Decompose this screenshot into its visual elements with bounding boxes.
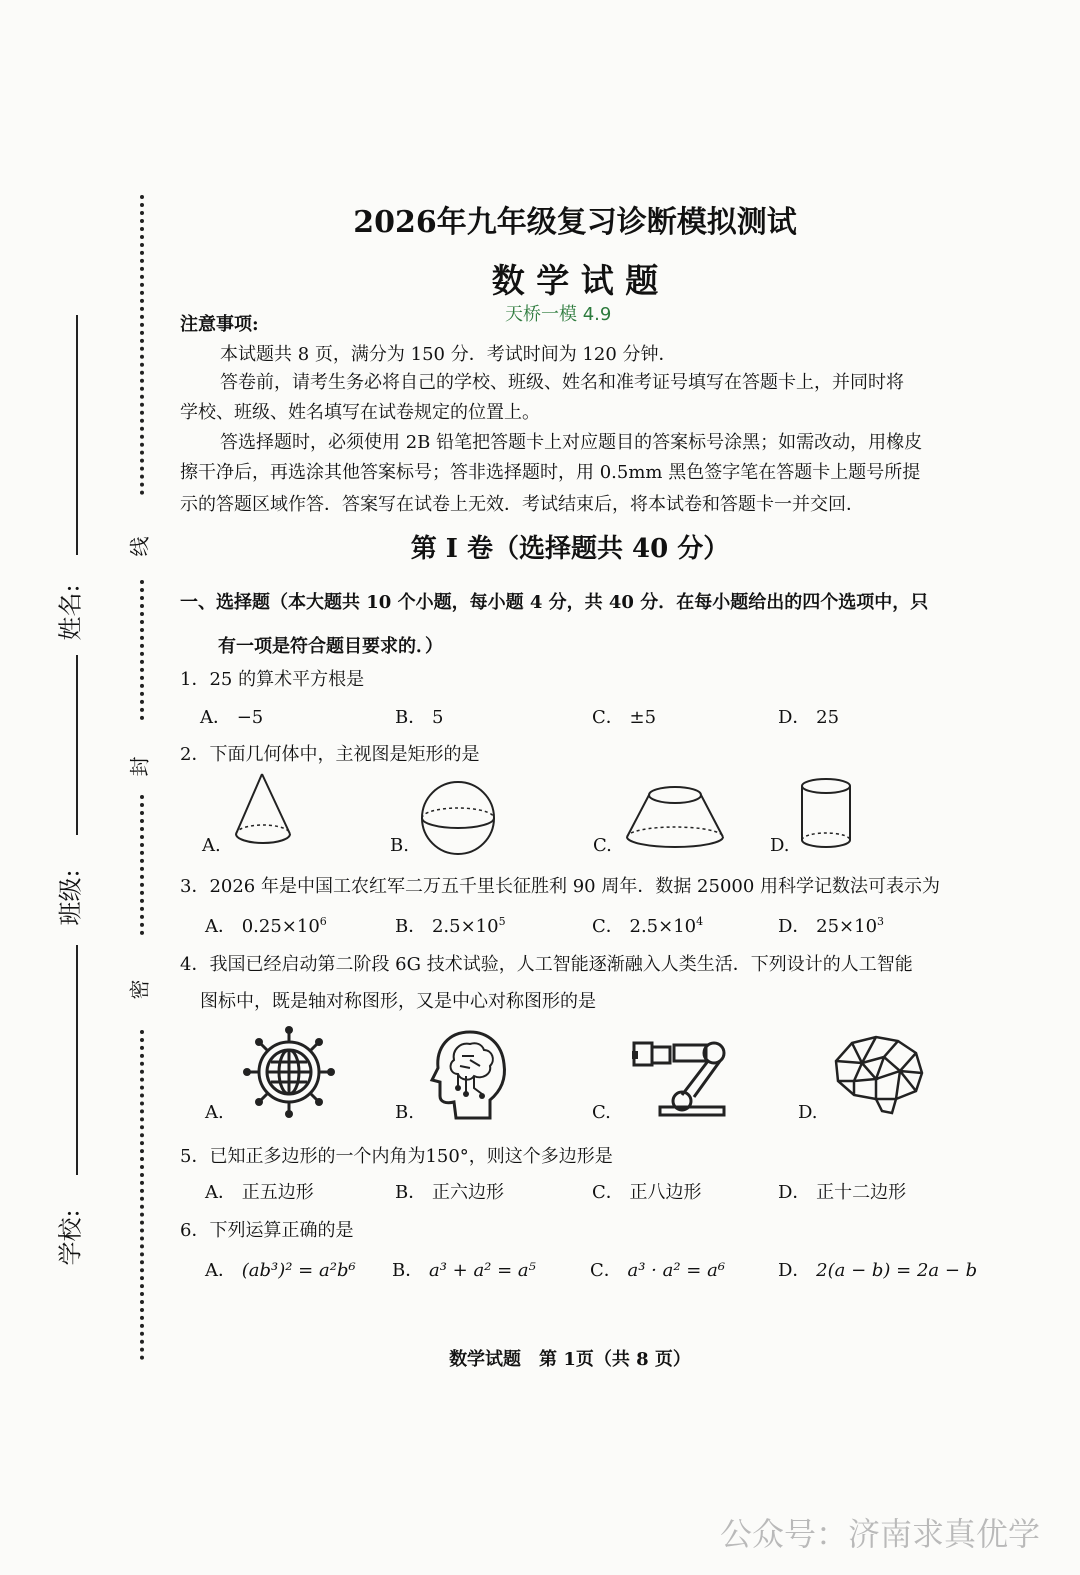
option-exponent: 5 [498,915,506,928]
binding-seal-char: 封 [127,756,152,777]
ai-head-icon [430,1030,510,1120]
class-label: 班级: [56,869,85,926]
option-letter: A． [205,1260,236,1281]
notes-line: 本试题共 8 页，满分为 150 分．考试时间为 120 分钟． [220,344,677,365]
option-exponent: 6 [319,915,327,928]
option-expression: a³ + a² = a⁵ [428,1260,536,1281]
question-6-option-a[interactable] [205,1256,356,1282]
question-5-option-c[interactable]: C． 正八边形 [592,1182,702,1203]
section-instruction: 有一项是符合题目要求的．） [218,636,443,657]
notes-line: 答选择题时，必须使用 2B 铅笔把答题卡上对应题目的答案标号涂黑；如需改动，用橡皮 [220,432,923,453]
option-letter: D． [778,1260,811,1281]
notes-line: 学校、班级、姓名填写在试卷规定的位置上。 [180,402,540,423]
option-expression: (ab³)² = a²b⁶ [241,1260,356,1281]
sphere-figure [420,780,500,860]
option-expression: a³ · a² = a⁶ [627,1260,726,1281]
globe-icon [242,1025,337,1120]
exam-subtitle: 数 学 试 题 [491,261,659,300]
notes-line: 擦干净后，再选涂其他答案标号；答非选择题时，用 0.5mm 黑色签字笔在答题卡上题号所提 [180,462,921,483]
option-expression: 2(a − b) = 2a − b [816,1260,978,1281]
handwritten-stamp: 天桥一模 4.9 [505,304,612,325]
option-text: D． 25×10 [778,916,878,937]
question-2-option-a[interactable]: A. [202,835,221,856]
question-4-option-a[interactable]: A. [205,1102,224,1123]
option-exponent: 3 [877,915,885,928]
question-6-stem: 6．下列运算正确的是 [180,1220,354,1241]
question-1-stem: 1．25 的算术平方根是 [180,669,365,690]
notes-heading: 注意事项: [180,314,259,335]
question-4-stem: 4．我国已经启动第二阶段 6G 技术试验，人工智能逐渐融入人类生活．下列设计的人工智能 [180,954,913,975]
question-2-option-c[interactable]: C. [593,835,612,856]
question-6-option-c[interactable] [590,1256,725,1282]
cylinder-figure [800,778,860,853]
option-letter: C． [590,1260,622,1281]
binding-dotted-line [140,795,144,935]
class-blank[interactable] [76,655,78,835]
question-6-option-d[interactable] [778,1256,977,1282]
question-2-stem: 2．下面几何体中，主视图是矩形的是 [180,744,480,765]
question-5-stem: 5．已知正多边形的一个内角为150°，则这个多边形是 [180,1146,613,1167]
binding-line-char: 线 [127,536,152,557]
binding-secret-char: 密 [127,979,152,1000]
question-1-option-b[interactable]: B． 5 [395,707,444,728]
binding-dotted-line [140,580,144,720]
option-text: C． 2.5×10 [592,916,697,937]
question-1-option-c[interactable]: C． ±5 [592,707,657,728]
question-2-option-b[interactable]: B. [390,835,409,856]
question-3-option-c[interactable] [592,912,703,938]
notes-line: 答卷前，请考生务必将自己的学校、班级、姓名和准考证号填写在答题卡上，并同时将 [220,372,904,393]
school-blank[interactable] [76,945,78,1175]
question-4-stem-cont: 图标中，既是轴对称图形，又是中心对称图形的是 [200,991,596,1012]
frustum-figure [625,785,725,855]
question-4-option-b[interactable]: B. [395,1102,414,1123]
question-3-option-d[interactable] [778,912,884,938]
section-title: 第 I 卷（选择题共 40 分） [410,534,730,564]
question-2-option-d[interactable]: D. [770,835,790,856]
option-letter: B． [392,1260,424,1281]
robot-arm-icon [630,1035,730,1120]
name-blank[interactable] [76,315,78,555]
question-3-option-b[interactable] [395,912,506,938]
exam-title: 2026年九年级复习诊断模拟测试 [353,205,797,240]
section-instruction: 一、选择题（本大题共 10 个小题，每小题 4 分，共 40 分．在每小题给出的四个选项中，只 [180,592,929,613]
question-3-option-a[interactable] [205,912,327,938]
watermark: 公众号：济南求真优学 [719,1515,1040,1553]
page-footer: 数学试题 第 1页（共 8 页） [449,1349,691,1370]
option-text: A． 0.25×10 [205,916,320,937]
question-1-option-a[interactable]: A． −5 [200,707,264,728]
cone-figure [230,772,300,852]
question-5-option-d[interactable]: D． 正十二边形 [778,1182,907,1203]
question-4-option-d[interactable]: D. [798,1102,818,1123]
option-exponent: 4 [696,915,704,928]
question-3-stem: 3．2026 年是中国工农红军二万五千里长征胜利 90 周年．数据 25000 用科学记数法可表示为 [180,876,941,897]
question-6-option-b[interactable] [392,1256,536,1282]
notes-line: 示的答题区域作答．答案写在试卷上无效．考试结束后，将本试卷和答题卡一并交回． [180,494,864,515]
name-label: 姓名: [56,584,85,641]
question-5-option-a[interactable]: A． 正五边形 [205,1182,314,1203]
school-label: 学校: [56,1209,85,1266]
question-1-option-d[interactable]: D． 25 [778,707,840,728]
question-4-option-c[interactable]: C. [592,1102,611,1123]
option-text: B． 2.5×10 [395,916,499,937]
question-5-option-b[interactable]: B． 正六边形 [395,1182,504,1203]
brain-icon [832,1033,927,1118]
binding-dotted-line [140,1030,144,1360]
